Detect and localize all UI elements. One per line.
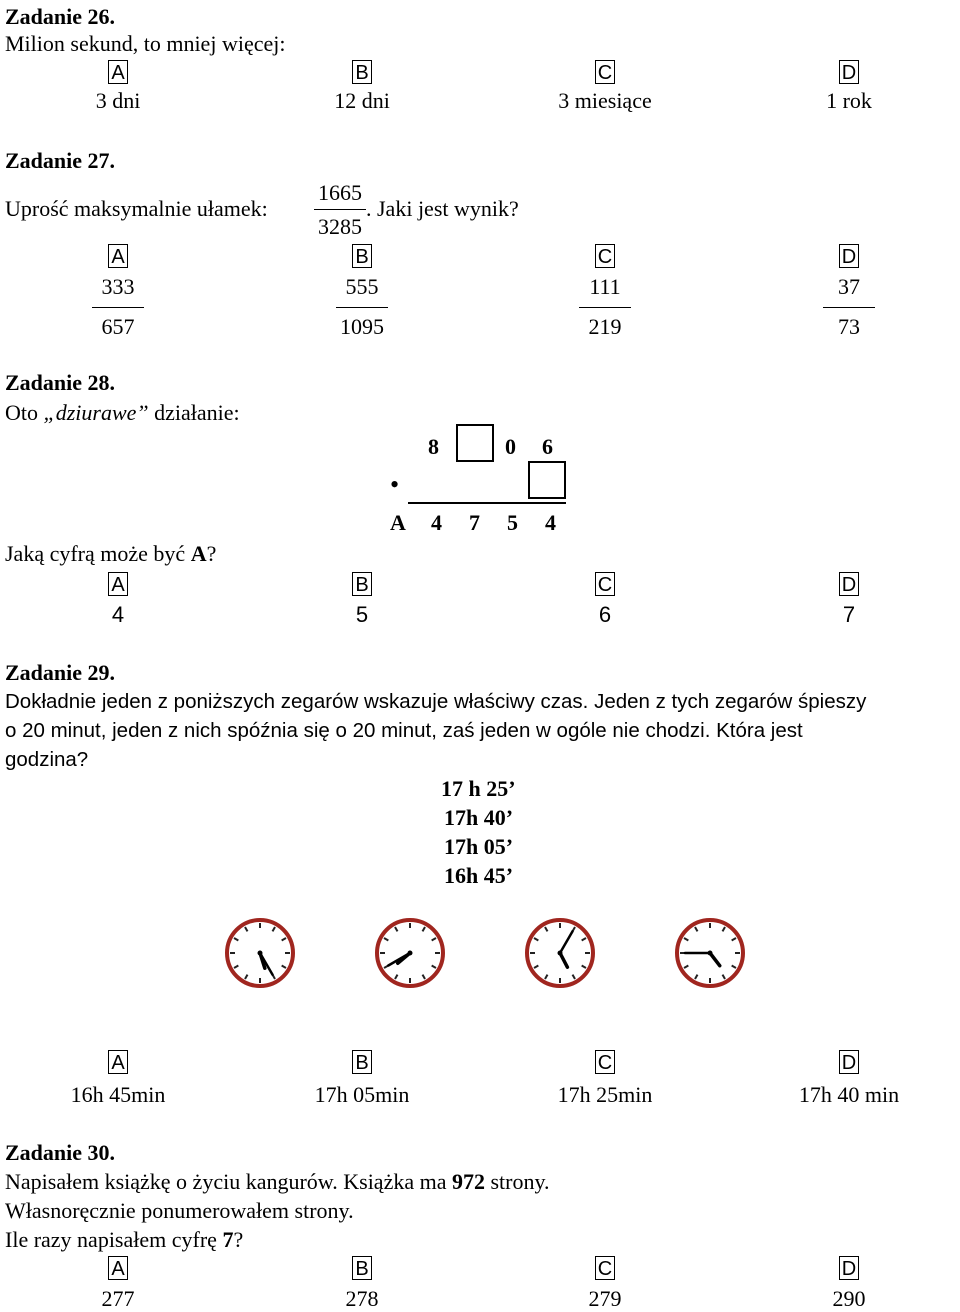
clock-time-3: 17h 05’ <box>444 834 514 859</box>
digit: 6 <box>542 434 553 459</box>
task-27-title: Zadanie 27. <box>5 148 116 173</box>
question-bold-letter: A <box>190 541 207 566</box>
task-29-line1: Dokładnie jeden z poniższych zegarów wskazuje właściwy czas. Jeden z tych zegarów śpieszy <box>5 690 867 713</box>
option-d-label: D <box>839 1256 859 1280</box>
clock-time-4: 16h 45’ <box>444 863 514 888</box>
option-b-label: B <box>352 1256 372 1280</box>
fraction-numerator: 555 <box>345 274 379 299</box>
option-b-value[interactable]: 5 <box>355 602 369 627</box>
digit-seven: 7 <box>222 1227 234 1252</box>
missing-digit-box <box>528 461 566 499</box>
fraction-bar <box>314 209 366 210</box>
sum-line <box>408 502 566 504</box>
task-30-title: Zadanie 30. <box>5 1140 116 1165</box>
option-c-label: C <box>595 572 615 596</box>
clock-pivot <box>258 951 263 956</box>
option-a-label: A <box>108 244 128 268</box>
digit: 5 <box>507 510 518 535</box>
clock-pivot <box>558 951 563 956</box>
clock <box>677 920 743 986</box>
clock <box>377 920 443 986</box>
option-b-fraction[interactable] <box>336 274 388 340</box>
option-b-label: B <box>352 244 372 268</box>
task-27-prompt-end: . Jaki jest wynik? <box>366 196 519 221</box>
clock <box>227 920 293 986</box>
option-b-value[interactable]: 12 dni <box>334 88 390 113</box>
task-28-question <box>5 541 216 567</box>
multiply-dot: • <box>390 470 400 499</box>
line-text-end: strony. <box>484 1169 550 1194</box>
option-d-fraction[interactable] <box>823 274 875 340</box>
task-29-line2: o 20 minut, jeden z nich spóźnia się o 20 minut, zaś jeden w ogóle nie chodzi. Która jest <box>5 719 803 742</box>
option-a-value[interactable]: 16h 45min <box>70 1082 166 1107</box>
clocks-illustration <box>220 916 760 996</box>
fraction-bar <box>336 307 388 308</box>
digit: 4 <box>545 510 556 535</box>
option-d-label: D <box>839 244 859 268</box>
clock-time-2: 17h 40’ <box>444 805 514 830</box>
option-d-label: D <box>839 572 859 596</box>
fraction-denominator: 73 <box>838 314 860 339</box>
digit: 8 <box>428 434 439 459</box>
option-d-value[interactable]: 290 <box>832 1286 866 1311</box>
option-a-label: A <box>108 60 128 84</box>
intro-quote: „dziurawe” <box>43 400 149 425</box>
fraction-numerator: 1665 <box>318 180 362 205</box>
option-a-value[interactable]: 3 dni <box>95 88 141 113</box>
task-28-title: Zadanie 28. <box>5 370 116 395</box>
option-c-label: C <box>595 1050 615 1074</box>
fraction-numerator: 37 <box>838 274 860 299</box>
digit-a: A <box>390 510 406 535</box>
digit: 4 <box>431 510 442 535</box>
clock-pivot <box>708 951 713 956</box>
intro-text-end: działanie: <box>154 400 240 425</box>
fraction-denominator: 657 <box>101 314 135 339</box>
option-a-value[interactable]: 277 <box>101 1286 135 1311</box>
task-28-intro <box>5 400 240 426</box>
fraction-denominator: 3285 <box>318 214 362 239</box>
fraction-bar <box>823 307 875 308</box>
task-27-prompt: Uprość maksymalnie ułamek: <box>5 196 268 221</box>
page-count: 972 <box>451 1169 485 1194</box>
option-a-label: A <box>108 1256 128 1280</box>
task-29-line3: godzina? <box>5 748 89 771</box>
option-d-value[interactable]: 17h 40 min <box>798 1082 900 1107</box>
clock <box>527 920 593 986</box>
task-26-question: Milion sekund, to mniej więcej: <box>5 31 286 56</box>
fraction-bar <box>579 307 631 308</box>
option-a-label: A <box>108 572 128 596</box>
task-30-line2: Własnoręcznie ponumerowałem strony. <box>5 1198 354 1223</box>
fraction-denominator: 1095 <box>340 314 384 339</box>
option-c-label: C <box>595 244 615 268</box>
digit: 0 <box>505 434 516 459</box>
option-b-value[interactable]: 17h 05min <box>314 1082 410 1107</box>
option-a-label: A <box>108 1050 128 1074</box>
option-b-label: B <box>352 572 372 596</box>
task-26-title: Zadanie 26. <box>5 4 116 29</box>
question-mark: ? <box>206 541 217 566</box>
option-b-label: B <box>352 60 372 84</box>
line-text: Ile razy napisałem cyfrę <box>5 1227 223 1252</box>
option-c-value[interactable]: 279 <box>588 1286 622 1311</box>
missing-digit-box <box>456 424 494 462</box>
option-d-value[interactable]: 7 <box>842 602 856 627</box>
digit: 7 <box>469 510 480 535</box>
option-c-fraction[interactable] <box>579 274 631 340</box>
intro-text: Oto <box>5 400 38 425</box>
option-c-value[interactable]: 6 <box>598 602 612 627</box>
option-d-value[interactable]: 1 rok <box>826 88 872 113</box>
option-c-label: C <box>595 1256 615 1280</box>
option-a-value[interactable]: 4 <box>111 602 125 627</box>
option-b-label: B <box>352 1050 372 1074</box>
question-mark: ? <box>233 1227 244 1252</box>
fraction-numerator: 333 <box>101 274 135 299</box>
task-30-line3 <box>5 1227 243 1253</box>
option-d-label: D <box>839 60 859 84</box>
option-b-value[interactable]: 278 <box>345 1286 379 1311</box>
clock-pivot <box>408 951 413 956</box>
task-29-title: Zadanie 29. <box>5 660 116 685</box>
fraction-bar <box>92 307 144 308</box>
line-text: Napisałem książkę o życiu kangurów. Książka ma <box>5 1169 452 1194</box>
option-d-label: D <box>839 1050 859 1074</box>
option-c-label: C <box>595 60 615 84</box>
clocks-group <box>227 920 743 986</box>
option-c-value[interactable]: 3 miesiące <box>558 88 652 113</box>
fraction-numerator: 111 <box>589 274 621 299</box>
task-27-fraction <box>314 180 366 240</box>
option-a-fraction[interactable] <box>92 274 144 340</box>
clock-time-1: 17 h 25’ <box>441 776 516 801</box>
fraction-denominator: 219 <box>588 314 622 339</box>
option-c-value[interactable]: 17h 25min <box>557 1082 653 1107</box>
task-30-line1 <box>5 1169 550 1195</box>
question-text: Jaką cyfrą może być <box>5 541 191 566</box>
